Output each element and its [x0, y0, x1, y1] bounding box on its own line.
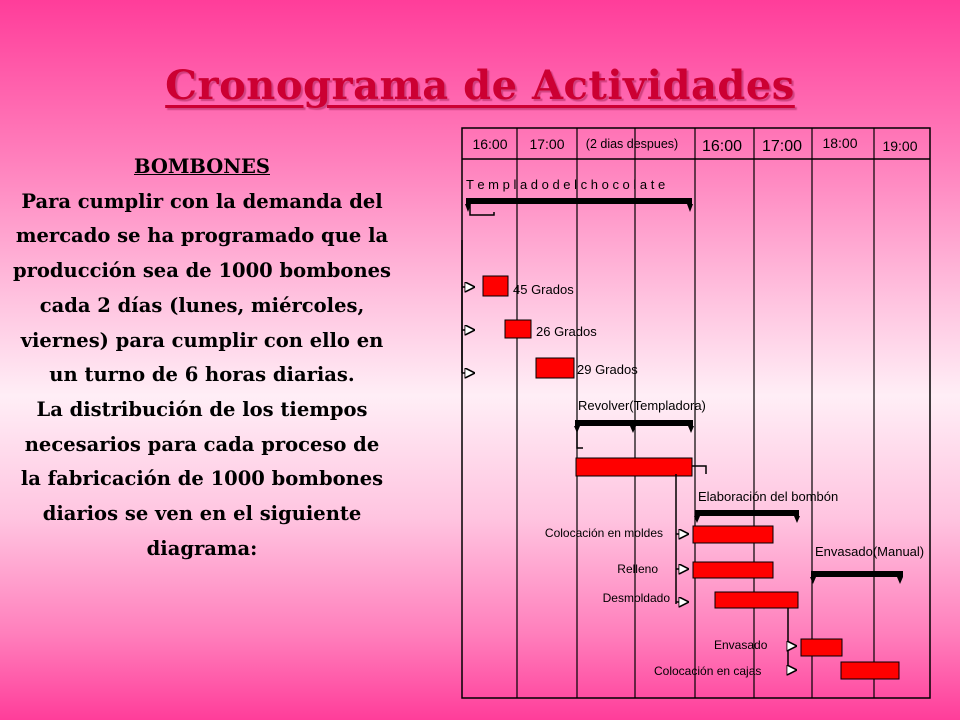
label-29-grados: 29 Grados: [577, 362, 638, 377]
header-time-4: 16:00: [701, 138, 743, 155]
task-bar-envasado: [801, 639, 842, 656]
task-bar-colocacion-cajas: [841, 662, 899, 679]
page-title: Cronograma de Actividades: [165, 62, 795, 109]
description-paragraph-2: La distribución de los tiempos necesarios para cada proceso de la fabricación de 1000 bombones diarios se ven en el siguiente diagrama:: [20, 397, 384, 560]
summary-bar-ends: [465, 204, 693, 212]
label-26-grados: 26 Grados: [536, 324, 597, 339]
summary-bar-elaboracion: [695, 510, 799, 516]
task-bar-relleno: [693, 562, 773, 578]
task-bar-revolver: [576, 458, 692, 476]
connector: [470, 205, 494, 215]
header-time-3: (2 dias despues): [585, 137, 679, 151]
header-time-5: 17:00: [761, 138, 803, 155]
summary-bar-ends: [694, 516, 800, 523]
task-bar-26-grados: [505, 320, 531, 338]
task-bar-colocacion-moldes: [693, 526, 773, 543]
connector: [577, 428, 583, 448]
header-time-7: 19:00: [882, 138, 918, 154]
label-revolver: Revolver(Templadora): [578, 398, 706, 413]
label-45-grados: 45 Grados: [513, 282, 574, 297]
label-colocacion-moldes: Colocación en moldes: [544, 526, 663, 540]
summary-bar-revolver: [575, 420, 693, 426]
label-colocacion-cajas: Colocación en cajas: [654, 664, 762, 678]
label-relleno: Relleno: [617, 562, 658, 576]
summary-bar-ends: [574, 426, 694, 433]
task-bar-45-grados: [483, 276, 508, 296]
column-grid: [517, 128, 874, 698]
label-envasado: Envasado: [714, 638, 768, 652]
header-time-1: 16:00: [472, 136, 508, 152]
gantt-frame: [462, 128, 930, 698]
envasado-connectors: [788, 608, 796, 672]
summary-bar-ends: [810, 577, 903, 584]
connector: [692, 466, 706, 474]
header-time-6: 18:00: [822, 135, 858, 151]
task-bar-desmoldado: [715, 592, 798, 608]
task-bar-29-grados: [536, 358, 574, 378]
elaboracion-connectors: [676, 474, 688, 604]
label-templado: T e m p l a d o d e l c h o c o l a t e: [466, 177, 666, 192]
label-envasado-manual: Envasado(Manual): [815, 544, 925, 559]
label-elaboracion: Elaboración del bombón: [698, 489, 839, 504]
header-time-2: 17:00: [529, 136, 565, 152]
summary-bar-templado: [466, 198, 692, 204]
summary-bar-envasado-manual: [811, 571, 903, 577]
description-heading: BOMBONES: [133, 155, 270, 178]
description-paragraph-1: Para cumplir con la demanda del mercado se ha programado que la producción sea de 1000 bombones cada 2 días (lunes, miércoles, viernes) para cumplir con ello en un turno de 6 horas diarias.: [12, 189, 392, 387]
label-desmoldado: Desmoldado: [602, 591, 670, 605]
